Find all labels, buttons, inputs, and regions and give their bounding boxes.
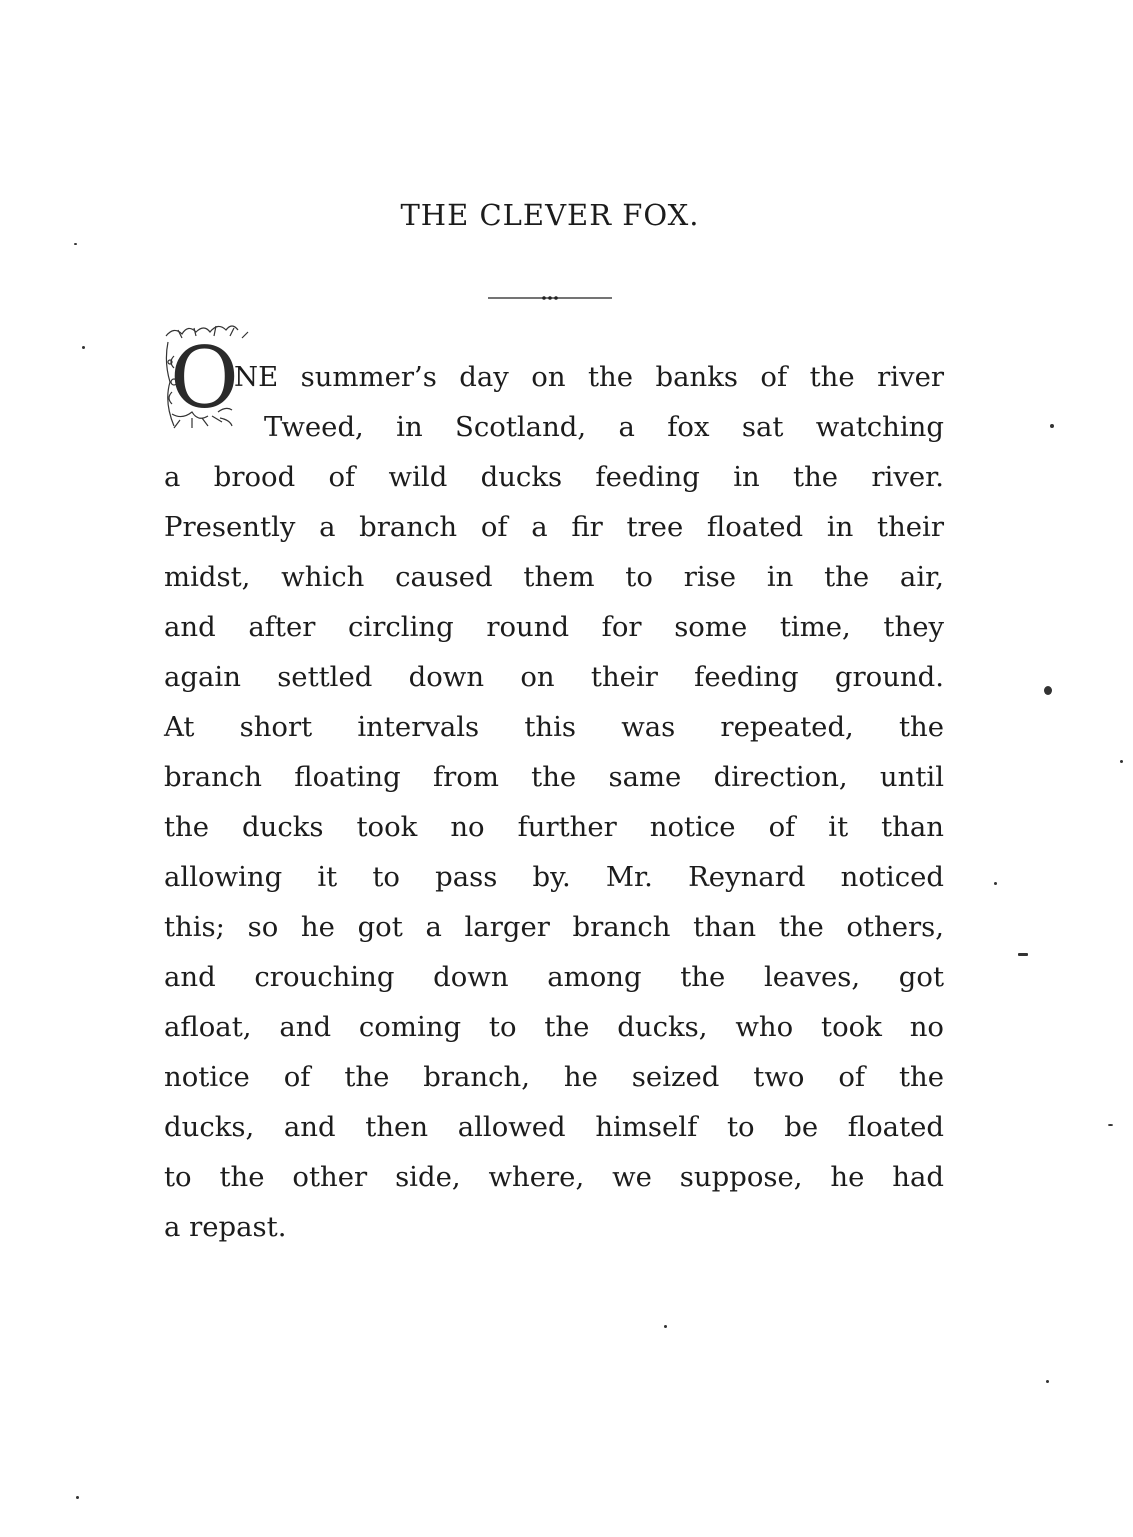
scan-speck xyxy=(1046,1380,1049,1383)
scan-speck xyxy=(1120,760,1123,763)
text-line: notice of the branch, he seized two of the xyxy=(164,1061,944,1093)
text-line: afloat, and coming to the ducks, who took no xyxy=(164,1011,944,1043)
text-line: midst, which caused them to rise in the air, xyxy=(164,561,944,593)
text-line: the ducks took no further notice of it than xyxy=(164,811,944,843)
scan-speck xyxy=(76,1496,79,1499)
scan-speck xyxy=(82,346,85,349)
text-line: this; so he got a larger branch than the others, xyxy=(164,911,944,943)
scan-speck xyxy=(1108,1124,1113,1126)
text-line: ducks, and then allowed himself to be floated xyxy=(164,1111,944,1143)
scan-speck xyxy=(994,882,997,885)
text-line: to the other side, where, we suppose, he had xyxy=(164,1161,944,1193)
story-body xyxy=(164,352,944,1252)
scan-speck xyxy=(74,243,77,245)
scan-speck xyxy=(664,1325,667,1328)
text-line: a repast. xyxy=(164,1211,287,1243)
text-line: and crouching down among the leaves, got xyxy=(164,961,944,993)
scan-speck xyxy=(1018,953,1028,956)
text-line: again settled down on their feeding ground. xyxy=(164,661,944,693)
scan-speck xyxy=(1050,424,1054,428)
scan-speck xyxy=(1044,686,1052,695)
text-line: Presently a branch of a fir tree floated in their xyxy=(164,511,944,543)
text-line: At short intervals this was repeated, the xyxy=(164,711,944,743)
text-line: allowing it to pass by. Mr. Reynard noticed xyxy=(164,861,944,893)
title-divider xyxy=(488,292,612,304)
text-line: Tweed, in Scotland, a fox sat watching xyxy=(264,411,944,443)
text-line: and after circling round for some time, they xyxy=(164,611,944,643)
story-title: THE CLEVER FOX. xyxy=(400,198,700,232)
text-line: NE summer’s day on the banks of the river xyxy=(234,361,944,393)
text-line: branch floating from the same direction, until xyxy=(164,761,944,793)
drop-cap-letter: O xyxy=(170,329,239,427)
text-line: a brood of wild ducks feeding in the river. xyxy=(164,461,944,493)
